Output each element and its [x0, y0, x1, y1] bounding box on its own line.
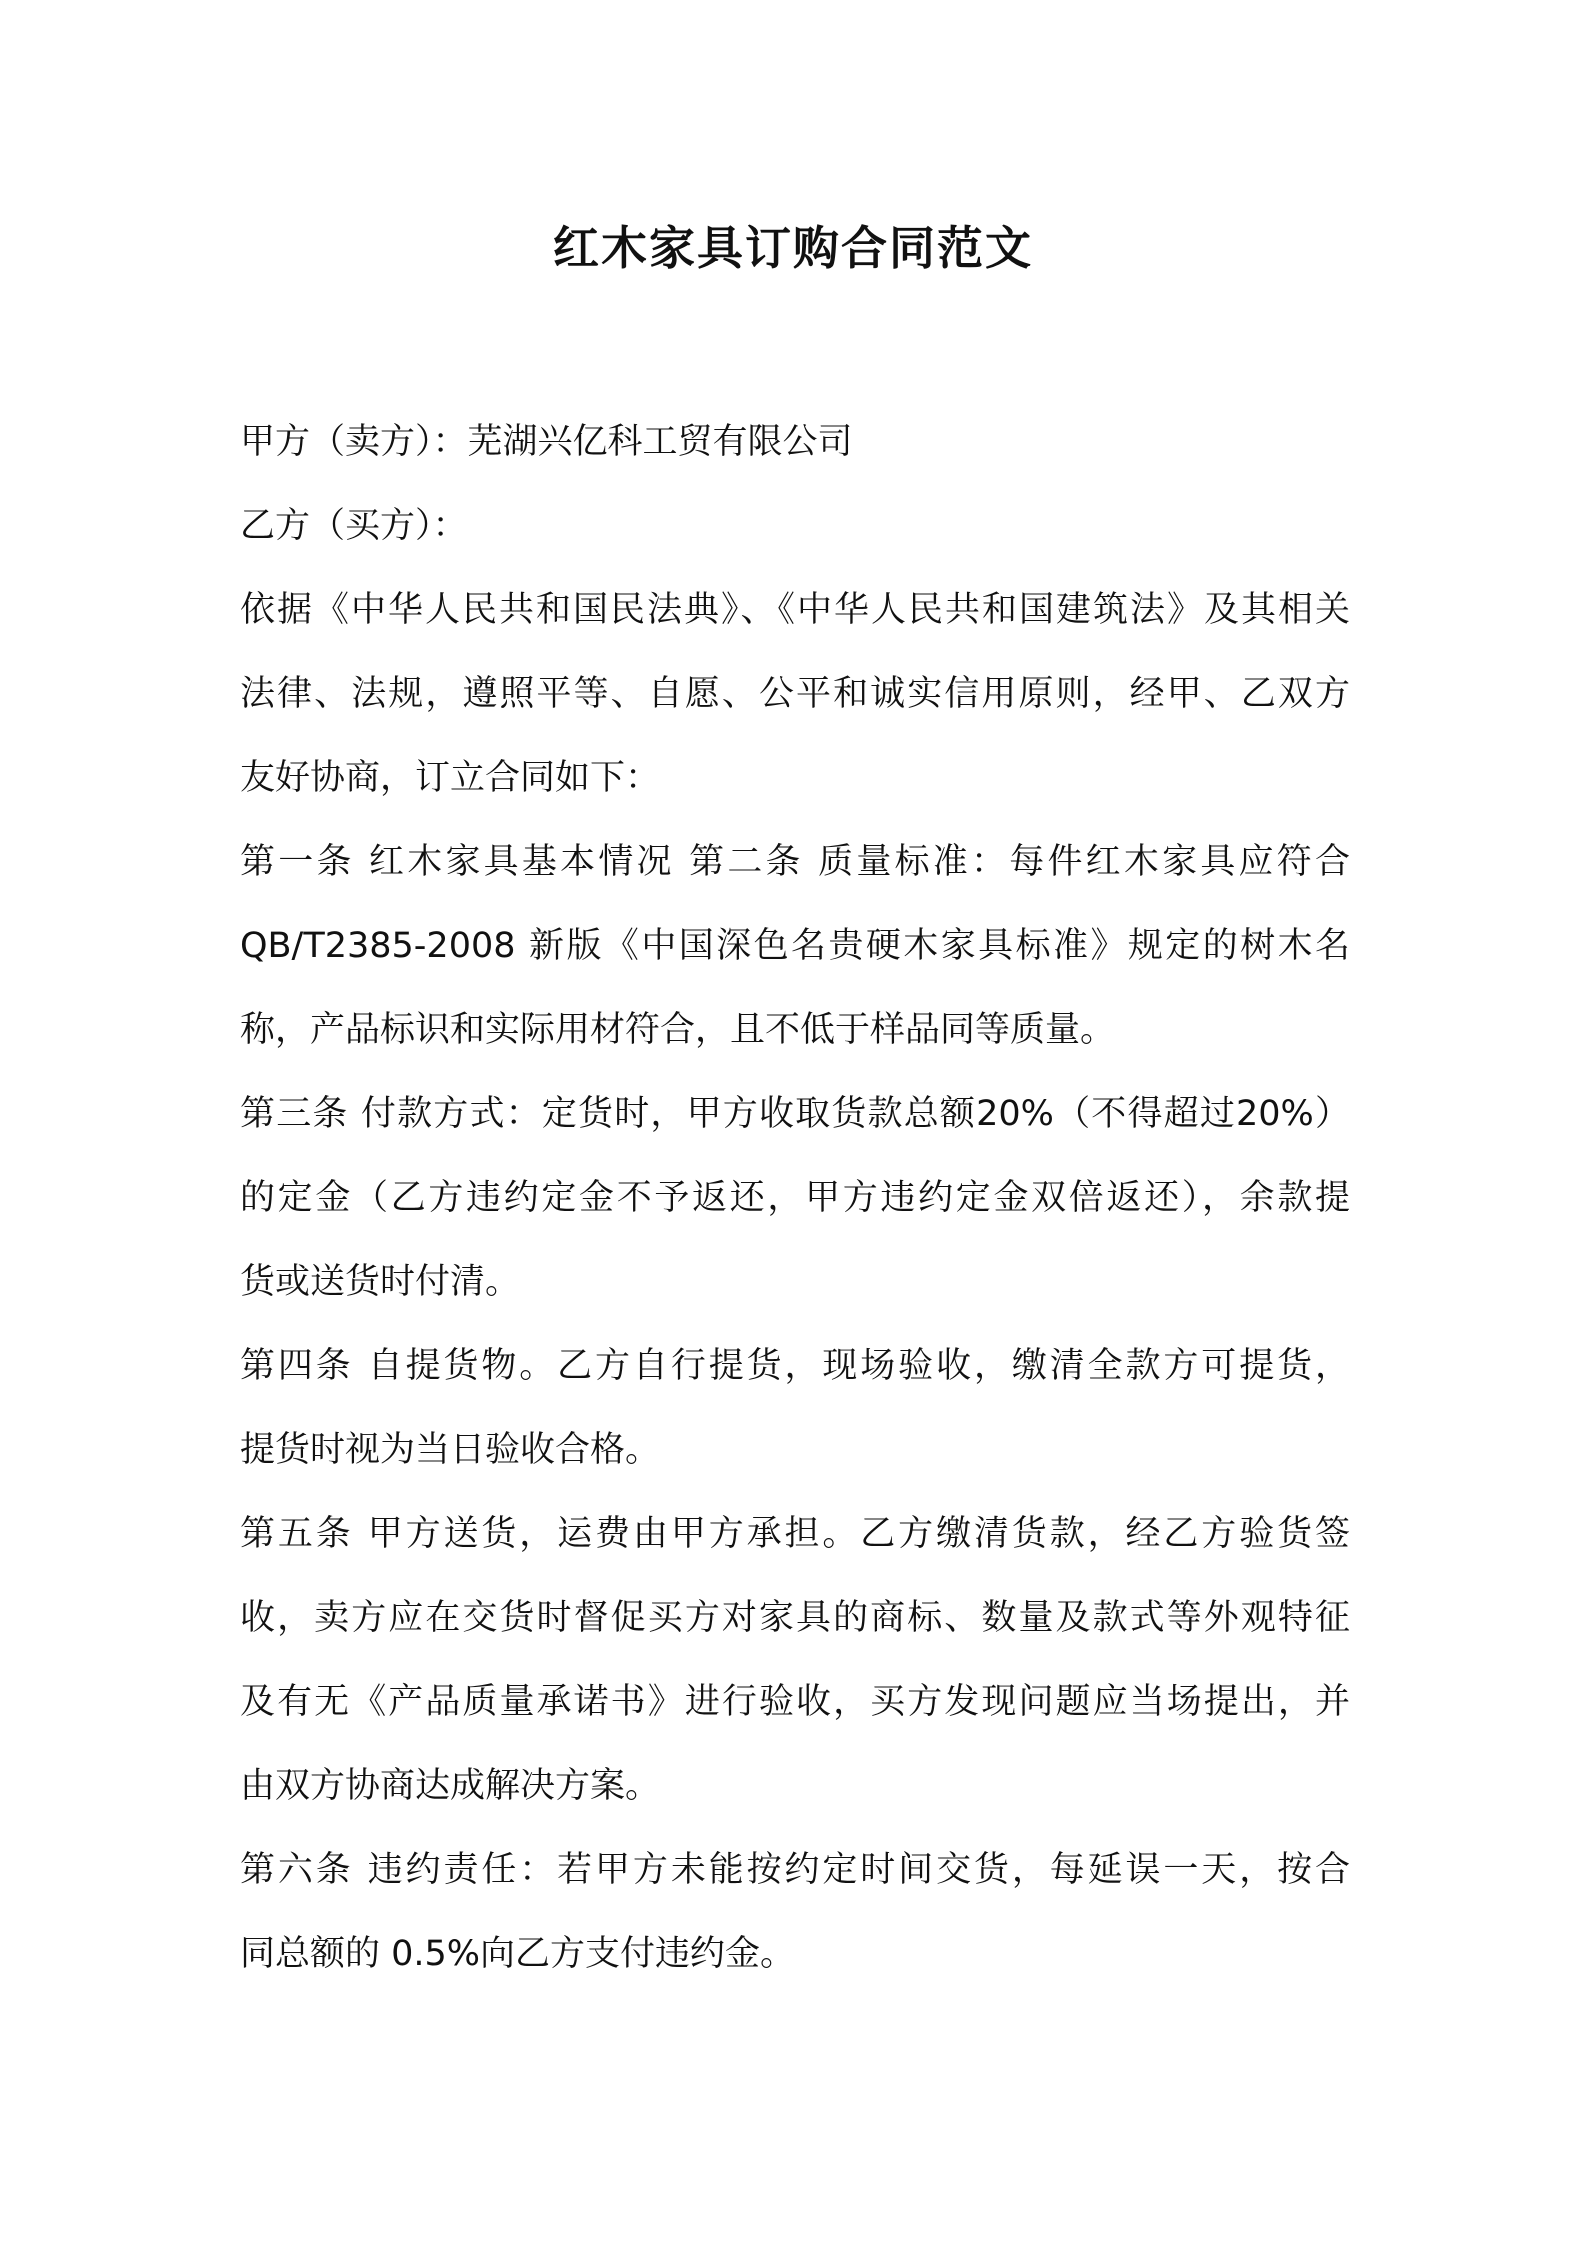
party-a-line: 甲方（卖方）：芜湖兴亿科工贸有限公司	[240, 422, 853, 462]
paragraph-line: 称，产品标识和实际用材符合，且不低于样品同等质量。	[240, 1010, 1116, 1050]
paragraph-line: 依据《中华人民共和国民法典》、《中华人民共和国建筑法》及其相关	[240, 590, 1350, 630]
paragraph-line: 第四条 自提货物。乙方自行提货，现场验收，缴清全款方可提货，	[240, 1346, 1350, 1386]
paragraph-line: 第三条 付款方式：定货时，甲方收取货款总额20%（不得超过20%）	[240, 1094, 1350, 1134]
paragraph-line: 第一条 红木家具基本情况 第二条 质量标准：每件红木家具应符合	[240, 842, 1350, 882]
paragraph-line: 由双方协商达成解决方案。	[240, 1766, 661, 1806]
paragraph-line: 及有无《产品质量承诺书》进行验收，买方发现问题应当场提出，并	[240, 1682, 1350, 1722]
document-body	[240, 400, 1350, 1996]
paragraph-line: QB/T2385-2008 新版《中国深色名贵硬木家具标准》规定的树木名	[240, 926, 1350, 966]
paragraph-line: 第五条 甲方送货，运费由甲方承担。乙方缴清货款，经乙方验货签	[240, 1514, 1350, 1554]
paragraph-article-4	[240, 1324, 1350, 1492]
paragraph-line: 提货时视为当日验收合格。	[240, 1430, 661, 1470]
paragraph-line: 友好协商，订立合同如下：	[240, 758, 661, 798]
paragraph-line: 收，卖方应在交货时督促买方对家具的商标、数量及款式等外观特征	[240, 1598, 1350, 1638]
paragraph-article-5	[240, 1492, 1350, 1828]
paragraph-line: 同总额的 0.5%向乙方支付违约金。	[240, 1934, 796, 1974]
paragraph-line: 的定金（乙方违约定金不予返还，甲方违约定金双倍返还），余款提	[240, 1178, 1350, 1218]
paragraph-preamble	[240, 568, 1350, 820]
paragraph-line: 法律、法规，遵照平等、自愿、公平和诚实信用原则，经甲、乙双方	[240, 674, 1350, 714]
paragraph-article-6	[240, 1828, 1350, 1996]
paragraph-article-3	[240, 1072, 1350, 1324]
party-b-line: 乙方（买方）：	[240, 506, 468, 546]
document-title: 红木家具订购合同范文	[553, 221, 1033, 275]
paragraph-article-1-2	[240, 820, 1350, 1072]
paragraph-line: 货或送货时付清。	[240, 1262, 521, 1302]
paragraph-line: 第六条 违约责任：若甲方未能按约定时间交货，每延误一天，按合	[240, 1850, 1350, 1890]
